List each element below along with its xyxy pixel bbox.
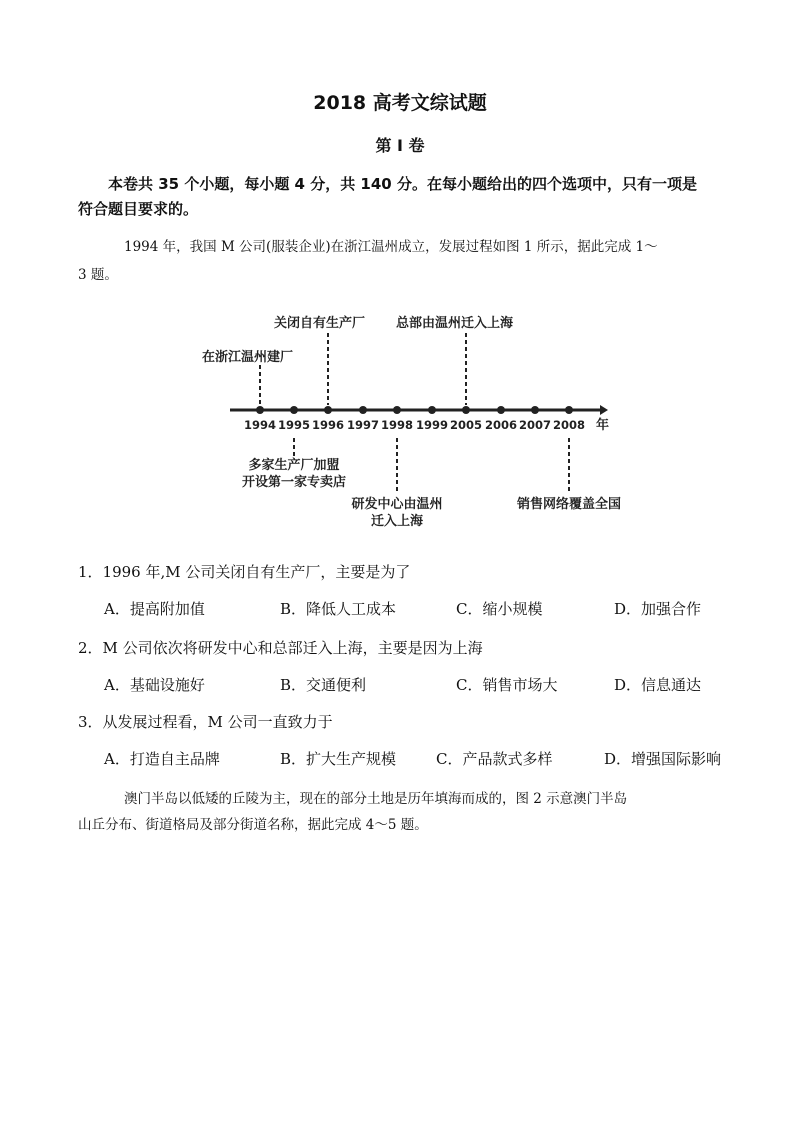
event-1995-line-1: 多家生产厂加盟 (248, 458, 340, 473)
year-dot-1997 (359, 406, 367, 414)
question-3-option-a: A．打造自主品牌 (104, 750, 220, 768)
question-2-stem: 2．M 公司依次将研发中心和总部迁入上海，主要是因为上海 (78, 639, 483, 657)
year-dot-1996 (324, 406, 332, 414)
event-1995-line-2: 开设第一家专卖店 (241, 475, 347, 490)
event-1994: 在浙江温州建厂 (202, 350, 294, 365)
timeline-arrow (600, 405, 608, 415)
year-label-1996: 1996 (311, 418, 345, 432)
year-label-2007: 2007 (518, 418, 552, 432)
year-dot-2005 (462, 406, 470, 414)
question-2-option-c: C．销售市场大 (456, 676, 558, 694)
question-3-option-c: C．产品款式多样 (436, 750, 553, 768)
page-title: 2018 高考文综试题 (313, 92, 487, 114)
year-label-2008: 2008 (552, 418, 586, 432)
question-1-stem: 1．1996 年,M 公司关闭自有生产厂，主要是为了 (78, 563, 411, 581)
year-dot-1995 (290, 406, 298, 414)
question-1-option-c: C．缩小规模 (456, 600, 543, 618)
question-1-option-b: B．降低人工成本 (280, 600, 397, 618)
question-3-stem: 3．从发展过程看，M 公司一直致力于 (78, 713, 333, 731)
question-3-option-d: D．增强国际影响 (604, 750, 722, 768)
instructions-line-2: 符合题目要求的。 (78, 200, 199, 218)
year-label-2005: 2005 (449, 418, 483, 432)
year-dot-2007 (531, 406, 539, 414)
question-1-option-d: D．加强合作 (614, 600, 702, 618)
year-dot-2006 (497, 406, 505, 414)
passage-1-line-2: 3 题。 (78, 267, 118, 283)
volume-heading: 第 I 卷 (375, 136, 425, 155)
event-1996: 关闭自有生产厂 (274, 316, 366, 331)
year-label-1997: 1997 (346, 418, 380, 432)
development-timeline-figure (190, 305, 630, 550)
question-2-option-a: A．基础设施好 (104, 676, 205, 694)
passage-1-line-1: 1994 年，我国 M 公司(服装企业)在浙江温州成立，发展过程如图 1 所示，据此完成 1～ (124, 239, 658, 255)
year-label-2006: 2006 (484, 418, 518, 432)
passage-2-line-1: 澳门半岛以低矮的丘陵为主，现在的部分土地是历年填海而成的，图 2 示意澳门半岛 (124, 791, 628, 807)
question-2-option-b: B．交通便利 (280, 676, 367, 694)
year-dot-1999 (428, 406, 436, 414)
event-2008: 销售网络覆盖全国 (516, 497, 622, 512)
year-label-1995: 1995 (277, 418, 311, 432)
event-1998-line-2: 迁入上海 (370, 514, 424, 529)
year-dot-1998 (393, 406, 401, 414)
year-label-1999: 1999 (415, 418, 449, 432)
question-1-option-a: A．提高附加值 (104, 600, 205, 618)
passage-2-line-2: 山丘分布、街道格局及部分街道名称，据此完成 4～5 题。 (78, 817, 428, 833)
year-label-1998: 1998 (380, 418, 414, 432)
year-label-1994: 1994 (243, 418, 277, 432)
question-2-option-d: D．信息通达 (614, 676, 702, 694)
instructions-line-1: 本卷共 35 个小题，每小题 4 分，共 140 分。在每小题给出的四个选项中，只有一项是 (108, 175, 697, 193)
event-1998-line-1: 研发中心由温州 (351, 497, 443, 512)
year-unit-label: 年 (596, 418, 610, 433)
question-3-option-b: B．扩大生产规模 (280, 750, 397, 768)
event-2005: 总部由温州迁入上海 (396, 316, 514, 331)
year-dot-1994 (256, 406, 264, 414)
year-dot-2008 (565, 406, 573, 414)
